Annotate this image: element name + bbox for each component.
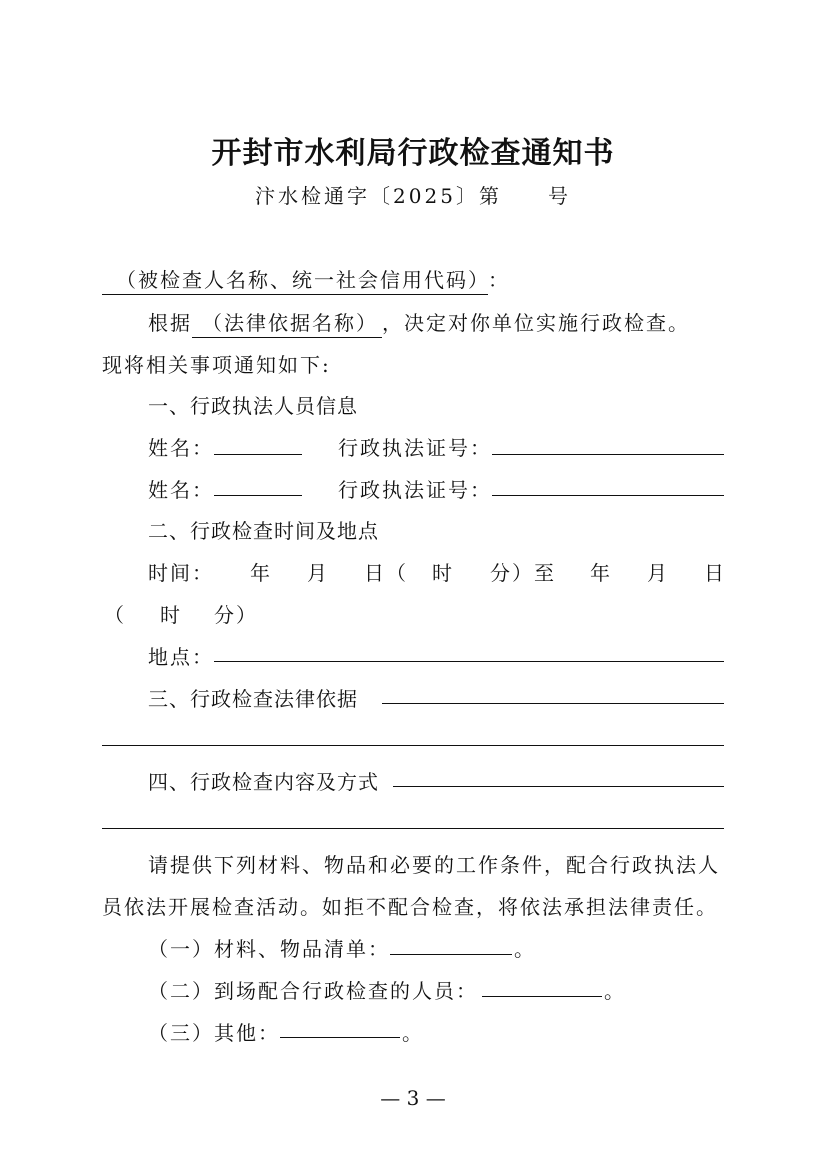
start-day-open: 日（	[364, 561, 408, 585]
legal-basis-blank-2	[102, 745, 724, 746]
section-2-heading: 二、行政检查时间及地点	[148, 519, 379, 543]
officer-1-cert-label: 行政执法证号：	[338, 436, 492, 460]
request-line-1: 请提供下列材料、物品和必要的工作条件，配合行政执法人	[148, 853, 720, 877]
start-month: 月	[307, 561, 329, 585]
intro-line-2: 现将相关事项通知如下:	[102, 353, 331, 377]
document-title: 开封市水利局行政检查通知书	[211, 136, 615, 171]
officer-2-name-label: 姓名：	[148, 478, 214, 502]
place-label: 地点：	[148, 645, 214, 669]
section-4-heading: 四、行政检查内容及方式	[148, 770, 379, 794]
end-month: 月	[647, 561, 669, 585]
start-hour: 时	[432, 561, 454, 585]
section-1-heading: 一、行政执法人员信息	[148, 394, 358, 418]
content-method-blank-1	[393, 786, 724, 787]
item-1-period: 。	[514, 937, 536, 961]
officer-1-name-label: 姓名：	[148, 436, 214, 460]
intro-suffix: ，决定对你单位实施行政检查。	[382, 311, 690, 335]
item-3-blank	[280, 1037, 400, 1038]
addressee-placeholder: （被检查人名称、统一社会信用代码）	[102, 268, 488, 295]
officer-2-name-blank	[214, 495, 302, 496]
item-3-period: 。	[402, 1021, 424, 1045]
officer-1-name-blank	[214, 454, 302, 455]
content-method-blank-2	[102, 828, 724, 829]
item-2-blank	[482, 996, 602, 997]
intro-prefix: 根据	[148, 311, 192, 335]
start-year: 年	[250, 561, 272, 585]
officer-2-cert-blank	[492, 495, 724, 496]
end-minute-close: 分）	[214, 603, 258, 627]
item-1-blank	[390, 954, 512, 955]
item-2-label: （二）到场配合行政检查的人员：	[148, 979, 478, 1003]
page-number: — 3 —	[380, 1086, 446, 1110]
item-1-label: （一）材料、物品清单：	[148, 937, 390, 961]
intro-line-1	[148, 307, 690, 336]
item-2-period: 。	[604, 979, 626, 1003]
officer-1-cert-blank	[492, 454, 724, 455]
request-line-2: 员依法开展检查活动。如拒不配合检查，将依法承担法律责任。	[102, 895, 718, 919]
officer-2-cert-label: 行政执法证号：	[338, 478, 492, 502]
end-hour: 时	[160, 603, 182, 627]
start-minute-to: 分）至	[490, 561, 556, 585]
end-year: 年	[590, 561, 612, 585]
item-3-label: （三）其他：	[148, 1021, 280, 1045]
place-blank	[214, 661, 724, 662]
document-number: 汴水检通字〔2025〕第 号	[255, 184, 571, 208]
addressee-colon: ：	[488, 268, 510, 292]
end-paren-open: （	[104, 603, 126, 627]
addressee-line	[102, 264, 510, 293]
end-day: 日	[704, 561, 726, 585]
time-label: 时间：	[148, 561, 214, 585]
section-3-heading: 三、行政检查法律依据	[148, 687, 358, 711]
legal-basis-placeholder: （法律依据名称）	[192, 311, 382, 338]
legal-basis-blank-1	[382, 703, 724, 704]
